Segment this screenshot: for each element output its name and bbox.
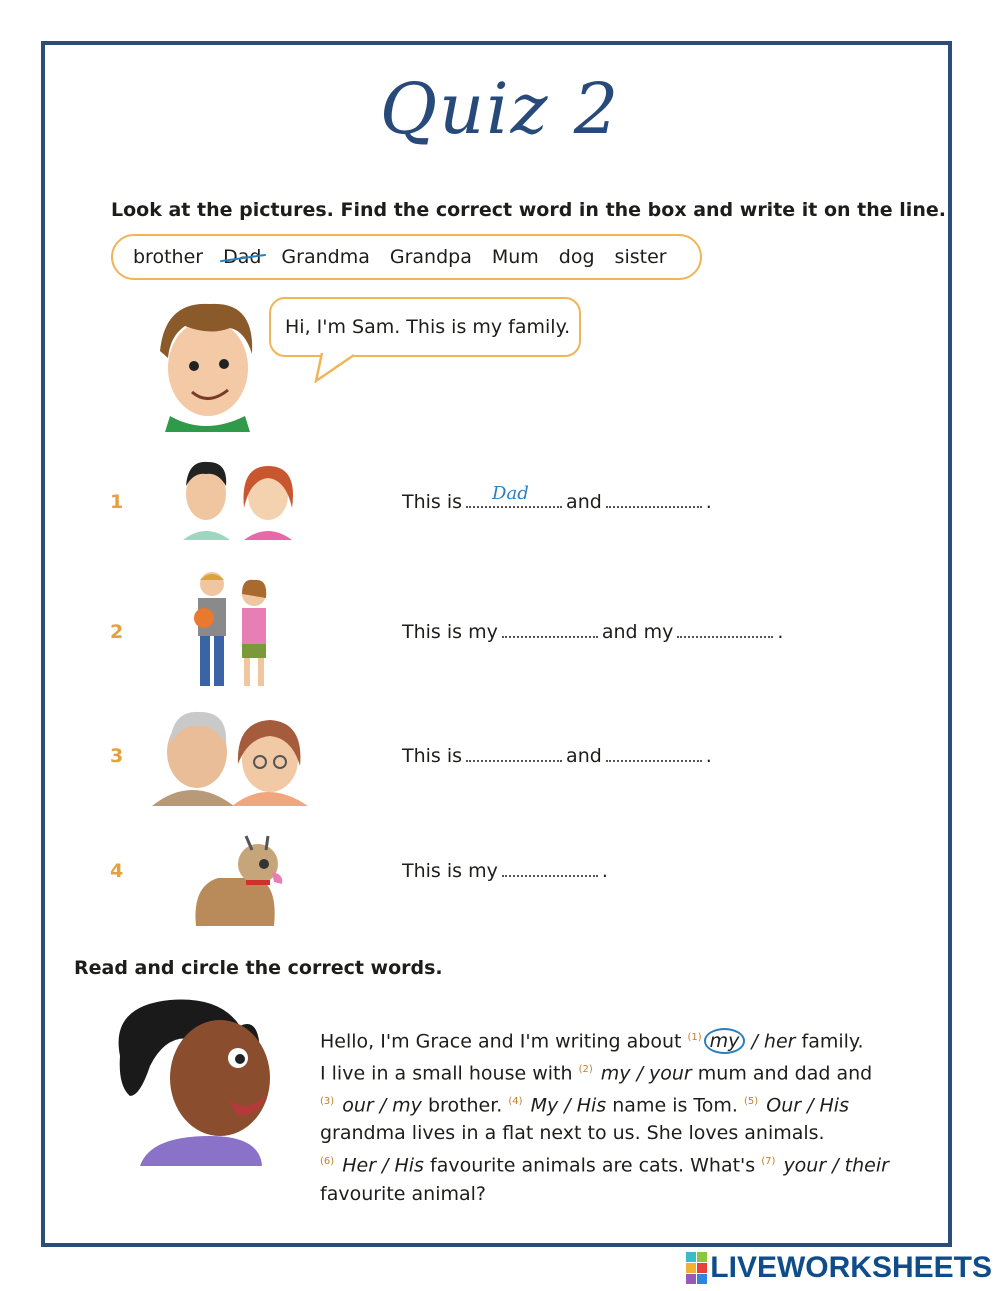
choice-her[interactable]: her bbox=[763, 1030, 796, 1053]
word-sister: sister bbox=[614, 246, 667, 268]
paragraph-line bbox=[320, 1056, 920, 1088]
gap-number: (3) bbox=[320, 1095, 335, 1107]
sentence-end: . bbox=[705, 491, 712, 513]
sentence-text: This is my bbox=[402, 621, 498, 643]
text: favourite animals are cats. What's bbox=[430, 1154, 756, 1177]
text: favourite animal? bbox=[320, 1182, 486, 1205]
logo-block bbox=[686, 1274, 696, 1284]
item-number: 4 bbox=[110, 860, 124, 882]
grace-picture bbox=[110, 996, 286, 1166]
word-dad: Dad bbox=[223, 246, 262, 268]
brother-sister-picture bbox=[186, 568, 278, 692]
text: Hello, I'm Grace and I'm writing about bbox=[320, 1030, 682, 1053]
text: brother. bbox=[427, 1093, 503, 1116]
logo-block bbox=[686, 1252, 696, 1262]
paragraph-line bbox=[320, 1119, 920, 1148]
sentence-text: This is bbox=[402, 491, 463, 513]
choice-separator: / bbox=[745, 1030, 764, 1053]
sentence-text: This is bbox=[402, 745, 463, 767]
text: name is Tom. bbox=[612, 1093, 738, 1116]
word-grandpa: Grandpa bbox=[389, 246, 472, 268]
gap-number: (1) bbox=[687, 1032, 702, 1043]
word-box bbox=[111, 234, 702, 280]
logo-block bbox=[697, 1263, 707, 1273]
word-grandma: Grandma bbox=[281, 246, 370, 268]
page-title: Quiz 2 bbox=[379, 68, 621, 150]
item-number: 1 bbox=[110, 491, 124, 513]
choice-my-circled[interactable]: my bbox=[704, 1028, 746, 1054]
sentence-end: . bbox=[705, 745, 712, 767]
paragraph-line bbox=[320, 1088, 920, 1120]
gap-number: (2) bbox=[578, 1063, 593, 1075]
text: grandma lives in a flat next to us. She loves animals. bbox=[320, 1122, 825, 1145]
choice-2[interactable]: my / your bbox=[600, 1062, 692, 1085]
logo-block bbox=[697, 1252, 707, 1262]
word-dog: dog bbox=[558, 246, 595, 268]
sentence-4 bbox=[402, 860, 608, 882]
sentence-text: and bbox=[566, 745, 602, 767]
answer-blank[interactable] bbox=[606, 746, 702, 762]
answer-blank[interactable] bbox=[466, 746, 562, 762]
logo-icon bbox=[686, 1252, 707, 1284]
logo-block bbox=[686, 1263, 696, 1273]
instruction-2: Read and circle the correct words. bbox=[74, 957, 443, 979]
answer-blank[interactable] bbox=[677, 622, 773, 638]
sentence-3 bbox=[402, 745, 712, 767]
sentence-end: . bbox=[777, 621, 784, 643]
choice-3[interactable]: our / my bbox=[342, 1093, 422, 1116]
paragraph-line bbox=[320, 1148, 920, 1180]
text: mum and dad and bbox=[697, 1062, 873, 1085]
filled-answer: Dad bbox=[492, 483, 529, 504]
item-number: 2 bbox=[110, 621, 124, 643]
logo-block bbox=[697, 1274, 707, 1284]
sentence-end: . bbox=[601, 860, 608, 882]
dog-picture bbox=[188, 826, 292, 930]
sentence-1 bbox=[402, 483, 712, 513]
text: I live in a small house with bbox=[320, 1062, 573, 1085]
answer-blank[interactable] bbox=[606, 492, 702, 508]
grandparents-picture bbox=[152, 704, 308, 806]
answer-blank[interactable] bbox=[466, 483, 562, 508]
text: family. bbox=[801, 1030, 864, 1053]
choice-4[interactable]: My / His bbox=[530, 1093, 607, 1116]
gap-number: (5) bbox=[744, 1095, 759, 1107]
choice-6[interactable]: Her / His bbox=[342, 1154, 424, 1177]
mum-dad-picture bbox=[178, 456, 298, 540]
answer-blank[interactable] bbox=[502, 622, 598, 638]
gap-number: (6) bbox=[320, 1155, 335, 1167]
sentence-2 bbox=[402, 621, 783, 643]
paragraph-line bbox=[320, 1180, 920, 1209]
speech-bubble-tail bbox=[310, 353, 370, 383]
paragraph-line bbox=[320, 1024, 920, 1056]
gap-number: (7) bbox=[761, 1155, 776, 1167]
sentence-text: and my bbox=[601, 621, 674, 643]
brand-name: LIVEWORKSHEETS bbox=[710, 1251, 992, 1284]
item-number: 3 bbox=[110, 745, 124, 767]
choice-7[interactable]: your / their bbox=[783, 1154, 889, 1177]
sam-picture bbox=[150, 296, 260, 432]
word-brother: brother bbox=[133, 246, 204, 268]
sentence-text: and bbox=[566, 491, 602, 513]
instruction-1: Look at the pictures. Find the correct word in the box and write it on the line. bbox=[111, 199, 946, 221]
speech-bubble: Hi, I'm Sam. This is my family. bbox=[269, 297, 581, 357]
word-mum: Mum bbox=[491, 246, 539, 268]
gap-number: (4) bbox=[508, 1095, 523, 1107]
sentence-text: This is my bbox=[402, 860, 498, 882]
reading-paragraph bbox=[320, 1024, 920, 1208]
answer-blank[interactable] bbox=[502, 861, 598, 877]
choice-5[interactable]: Our / His bbox=[766, 1093, 849, 1116]
liveworksheets-logo[interactable] bbox=[686, 1251, 992, 1285]
